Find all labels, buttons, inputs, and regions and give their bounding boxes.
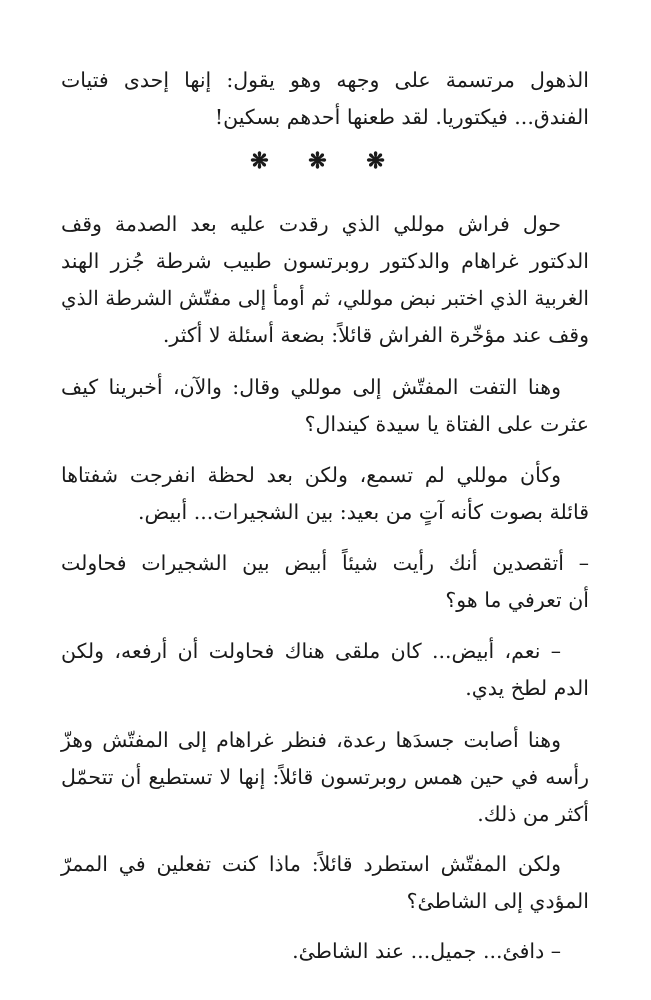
text-line: الدكتور غراهام والدكتور روبرتسون طبيب شرطة جُزر الهند xyxy=(61,249,589,273)
text-line: أن تعرفي ما هو؟ xyxy=(445,588,589,612)
text-line: وكأن موللي لم تسمع، ولكن بعد لحظة انفرجت شفتاها xyxy=(61,463,561,487)
text-line: – أتقصدين أنك رأيت شيئاً أبيض بين الشجيرات فحاولت xyxy=(61,551,589,575)
text-line: وهنا أصابت جسدَها رعدة، فنظر غراهام إلى المفتّش وهزّ xyxy=(61,728,561,752)
text-line: عثرت على الفتاة يا سيدة كيندال؟ xyxy=(304,412,589,436)
text-line: قائلة بصوت كأنه آتٍ من بعيد: بين الشجيرات... أبيض. xyxy=(138,500,589,524)
text-line: ولكن المفتّش استطرد قائلاً: ماذا كنت تفعلين في الممرّ xyxy=(61,852,561,876)
paragraph-dialogue xyxy=(61,933,589,970)
paragraph xyxy=(61,457,589,531)
text-line: الذهول مرتسمة على وجهه وهو يقول: إنها إحدى فتيات xyxy=(61,68,589,92)
paragraph xyxy=(61,369,589,443)
text-line: – نعم، أبيض... كان ملقى هناك فحاولت أن أرفعه، ولكن xyxy=(61,639,561,663)
text-line: وهنا التفت المفتّش إلى موللي وقال: والآن، أخبرينا كيف xyxy=(61,375,561,399)
text-line: الغربية الذي اختبر نبض موللي، ثم أومأ إلى مفتّش الشرطة الذي xyxy=(61,286,589,310)
paragraph xyxy=(61,846,589,920)
paragraph-dialogue xyxy=(61,633,589,707)
text-line: حول فراش موللي الذي رقدت عليه بعد الصدمة وقف xyxy=(61,212,561,236)
text-line: أكثر من ذلك. xyxy=(477,802,589,826)
section-separator: ❋ ❋ ❋ xyxy=(250,148,401,174)
paragraph xyxy=(61,206,589,354)
text-line: الدم لطخ يدي. xyxy=(465,676,589,700)
text-line: الفندق... فيكتوريا. لقد طعنها أحدهم بسكين! xyxy=(214,105,589,129)
text-line: وقف عند مؤخّرة الفراش قائلاً: بضعة أسئلة لا أكثر. xyxy=(162,323,589,347)
paragraph-dialogue xyxy=(61,545,589,619)
paragraph-continuation xyxy=(61,62,589,136)
text-line: المؤدي إلى الشاطئ؟ xyxy=(406,889,589,913)
text-line: رأسه في حين همس روبرتسون قائلاً: إنها لا تستطيع أن تتحمّل xyxy=(61,765,589,789)
text-line: – دافئ... جميل... عند الشاطئ. xyxy=(292,939,561,963)
paragraph xyxy=(61,722,589,833)
